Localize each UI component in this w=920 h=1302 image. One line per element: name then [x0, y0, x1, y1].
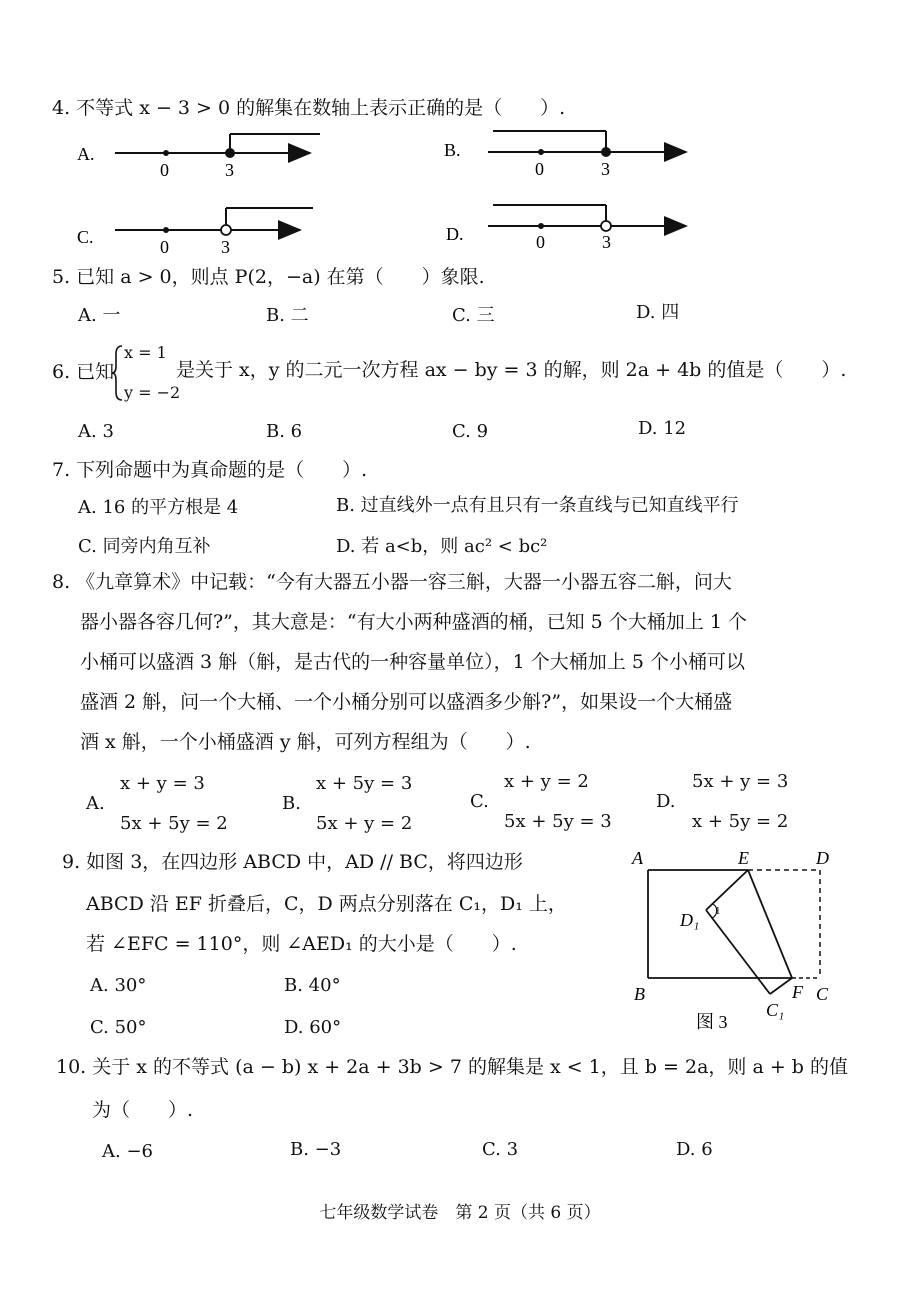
q8-option-b-eq2: 5x + y = 2 — [316, 813, 413, 834]
q4-option-a-numberline — [77, 134, 320, 180]
q4-label-c: C. — [77, 227, 94, 247]
q5-option-a: A. 一 — [78, 305, 121, 326]
q5-stem: 5. 已知 a > 0，则点 P(2，−a) 在第（ ）象限. — [52, 266, 485, 288]
q4-tick-b-3: 3 — [601, 159, 610, 179]
q6-system-brace — [112, 344, 124, 402]
q6-eq-x: x = 1 — [124, 343, 167, 362]
q4-option-c-numberline — [77, 208, 313, 257]
q9-figure-3 — [620, 840, 850, 1040]
q4-tick-c-3: 3 — [221, 237, 230, 257]
q9-point-f: F — [792, 982, 803, 1002]
q8-line-1: 8. 《九章算术》中记载：“今有大器五小器一容三斛，大器一小器五容二斛，问大 — [52, 571, 732, 593]
q4-label-a: A. — [77, 144, 95, 164]
q7-stem: 7. 下列命题中为真命题的是（ ）. — [52, 459, 368, 481]
q9-point-b: B — [634, 984, 645, 1004]
q9-line-2: ABCD 沿 EF 折叠后，C，D 两点分别落在 C₁，D₁ 上， — [86, 893, 567, 915]
q8-option-a-eq1: x + y = 3 — [120, 773, 205, 794]
q9-point-a: A — [632, 848, 643, 868]
q8-option-d-label: D. — [656, 791, 676, 812]
q4-label-d: D. — [446, 224, 464, 244]
q8-line-4: 盛酒 2 斛，问一个大桶、一个小桶分别可以盛酒多少斛?”，如果设一个大桶盛 — [80, 691, 733, 713]
q4-tick-b-0: 0 — [535, 159, 544, 179]
q4-stem: 4. 不等式 x − 3 > 0 的解集在数轴上表示正确的是（ ）. — [52, 97, 566, 119]
q8-option-c-label: C. — [470, 791, 489, 812]
q9-option-d: D. 60° — [284, 1017, 342, 1038]
q4-number-lines — [0, 120, 920, 260]
q4-tick-a-0: 0 — [160, 160, 169, 180]
q4-tick-d-3: 3 — [602, 232, 611, 252]
q9-point-e: E — [738, 848, 749, 868]
q9-point-c1: C₁ — [766, 1000, 785, 1020]
q8-option-c-eq1: x + y = 2 — [504, 771, 589, 792]
q7-option-d: D. 若 a<b，则 ac² < bc² — [336, 536, 548, 557]
q9-point-d: D — [816, 848, 829, 868]
q7-option-a: A. 16 的平方根是 4 — [78, 497, 239, 518]
q4-tick-d-0: 0 — [536, 232, 545, 252]
q4-tick-a-3: 3 — [225, 160, 234, 180]
q10-option-b: B. −3 — [290, 1139, 342, 1160]
q10-line-2: 为（ ）. — [92, 1099, 194, 1121]
q10-option-d: D. 6 — [676, 1139, 713, 1160]
q7-option-b: B. 过直线外一点有且只有一条直线与已知直线平行 — [336, 495, 739, 516]
q6-option-c: C. 9 — [452, 421, 489, 442]
q6-suffix: 是关于 x，y 的二元一次方程 ax − by = 3 的解，则 2a + 4b 的值是（ ）. — [176, 359, 847, 381]
q4-tick-c-0: 0 — [160, 237, 169, 257]
q9-point-d1: D₁ — [680, 910, 700, 930]
q9-option-a: A. 30° — [90, 975, 147, 996]
q4-label-b: B. — [444, 140, 461, 160]
q9-option-b: B. 40° — [284, 975, 341, 996]
q8-line-5: 酒 x 斛，一个小桶盛酒 y 斛，可列方程组为（ ）. — [80, 731, 531, 753]
q5-option-c: C. 三 — [452, 305, 495, 326]
q8-option-a-eq2: 5x + 5y = 2 — [120, 813, 228, 834]
q4-option-b-numberline — [444, 131, 686, 179]
q10-line-1: 10. 关于 x 的不等式 (a − b) x + 2a + 3b > 7 的解集是 x < 1，且 b = 2a，则 a + b 的值 — [56, 1056, 848, 1078]
q6-prefix: 6. 已知 — [52, 361, 115, 383]
q9-angle-1-label: 1 — [715, 905, 721, 917]
q9-point-c: C — [816, 984, 829, 1004]
q10-option-a: A. −6 — [102, 1141, 153, 1162]
q8-line-3: 小桶可以盛酒 3 斛（斛，是古代的一种容量单位），1 个大桶加上 5 个小桶可以 — [80, 651, 745, 673]
q8-option-a-label: A. — [86, 793, 105, 814]
q8-option-b-eq1: x + 5y = 3 — [316, 773, 413, 794]
q8-line-2: 器小器各容几何?”，其大意是：“有大小两种盛酒的桶，已知 5 个大桶加上 1 个 — [80, 611, 747, 633]
q4-option-d-numberline — [446, 205, 686, 252]
q7-option-c: C. 同旁内角互补 — [78, 536, 211, 557]
q8-option-c-eq2: 5x + 5y = 3 — [504, 811, 612, 832]
page-footer: 七年级数学试卷 第 2 页（共 6 页） — [319, 1203, 601, 1223]
q9-line-1: 9. 如图 3，在四边形 ABCD 中，AD // BC，将四边形 — [62, 851, 523, 873]
q6-eq-y: y = −2 — [124, 383, 181, 402]
q8-option-b-label: B. — [282, 793, 301, 814]
q9-line-3: 若 ∠EFC = 110°，则 ∠AED₁ 的大小是（ ）. — [86, 933, 517, 955]
q9-figure-caption: 图 3 — [696, 1012, 728, 1032]
q5-option-b: B. 二 — [266, 305, 309, 326]
q10-option-c: C. 3 — [482, 1139, 519, 1160]
q6-option-b: B. 6 — [266, 421, 303, 442]
q8-option-d-eq2: x + 5y = 2 — [692, 811, 789, 832]
q6-option-d: D. 12 — [638, 418, 687, 439]
q6-option-a: A. 3 — [78, 421, 114, 442]
q9-option-c: C. 50° — [90, 1017, 147, 1038]
q5-option-d: D. 四 — [636, 302, 680, 323]
q8-option-d-eq1: 5x + y = 3 — [692, 771, 789, 792]
